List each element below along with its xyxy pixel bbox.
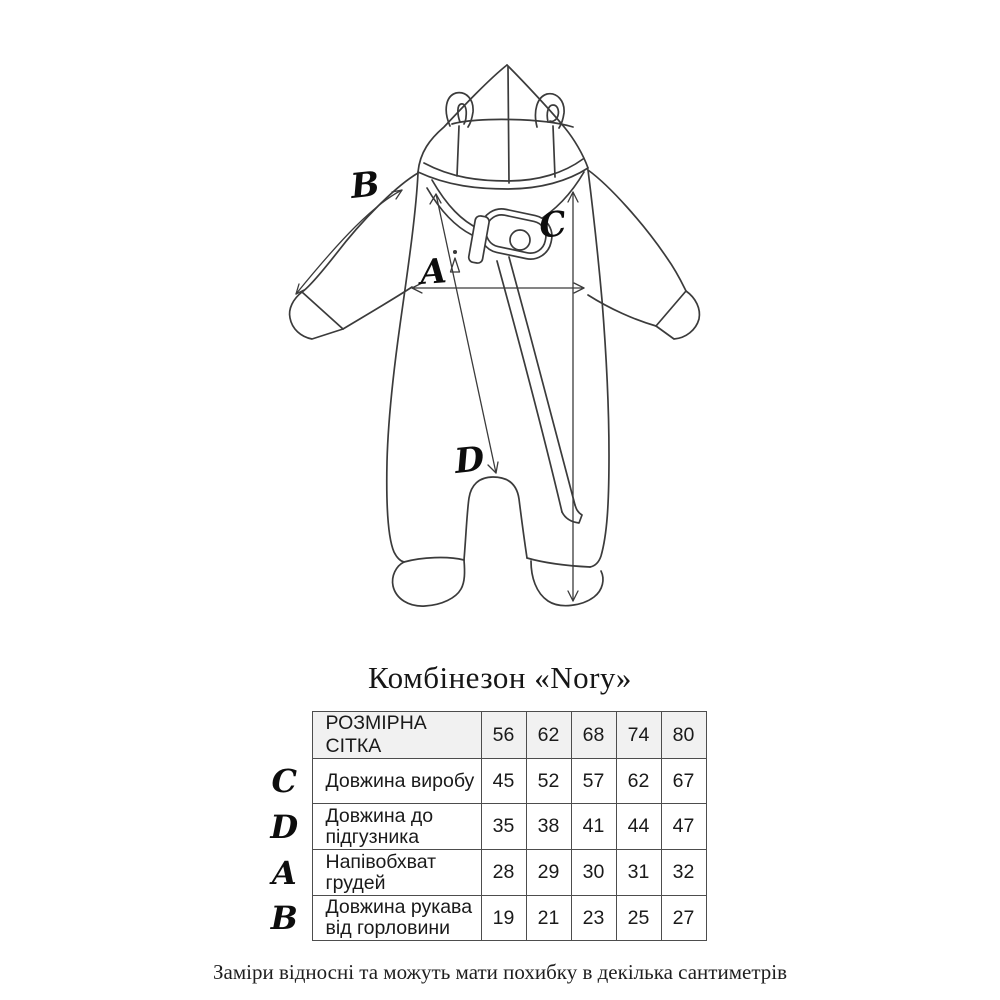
table-row-length [264, 759, 706, 804]
left-cuff [290, 292, 343, 339]
right-ankle-seam [527, 558, 590, 567]
cell-value: 35 [481, 804, 526, 850]
right-foot [531, 561, 603, 606]
row-label: Довжина виробу [312, 759, 481, 804]
hood-seam-under-left-ear [457, 126, 459, 176]
cell-value: 30 [571, 850, 616, 896]
right-sleeve-inner [588, 295, 656, 326]
left-wrist-seam [302, 292, 343, 329]
cell-value: 25 [616, 896, 661, 941]
row-letter-a: A [271, 853, 297, 892]
torso-right-edge [588, 170, 609, 567]
cell-value: 62 [616, 759, 661, 804]
hood-seam-under-right-ear [553, 126, 555, 177]
cell-value: 23 [571, 896, 616, 941]
measure-a-dot [454, 251, 457, 254]
row-label: Напівобхват грудей [312, 850, 481, 896]
romper-outline-drawing [290, 65, 700, 606]
table-row-half-chest [264, 850, 706, 896]
cell-value: 57 [571, 759, 616, 804]
size-col-68: 68 [571, 712, 616, 759]
left-ankle-seam [404, 558, 464, 562]
left-foot [393, 560, 465, 606]
cell-value: 47 [661, 804, 706, 850]
cell-value: 67 [661, 759, 706, 804]
cell-value: 31 [616, 850, 661, 896]
letter-cell-empty [264, 712, 312, 759]
cell-value: 38 [526, 804, 571, 850]
cell-value: 28 [481, 850, 526, 896]
size-col-80: 80 [661, 712, 706, 759]
measure-b-curve [296, 190, 402, 294]
zipper-left-line [497, 261, 562, 512]
placket-strip [468, 215, 490, 264]
right-sleeve-outer [588, 170, 686, 291]
measure-label-a: A [418, 251, 448, 293]
table-row-sleeve-length [264, 896, 706, 941]
size-col-62: 62 [526, 712, 571, 759]
neckline-left-inner [427, 188, 472, 235]
measure-d-arrow-bottom [488, 462, 498, 473]
cell-value: 41 [571, 804, 616, 850]
row-letter-d: D [270, 807, 299, 846]
measure-label-d: D [452, 439, 487, 482]
torso-left-edge [387, 173, 418, 562]
row-letter-c: C [271, 762, 297, 800]
cell-value: 32 [661, 850, 706, 896]
row-letter-b: B [270, 899, 298, 937]
size-table [264, 711, 707, 941]
measure-label-b: B [348, 164, 382, 207]
size-col-74: 74 [616, 712, 661, 759]
hood-center-seam [508, 67, 509, 183]
cell-value: 27 [661, 896, 706, 941]
hood-rim-inner [424, 159, 583, 181]
zipper-right-line [509, 257, 575, 505]
tolerance-note: Заміри відносні та можуть мати похибку в декілька сантиметрів [212, 960, 788, 984]
cell-value: 44 [616, 804, 661, 850]
cell-value: 45 [481, 759, 526, 804]
crotch-and-inner-legs [464, 477, 527, 560]
measure-label-c: C [536, 203, 570, 247]
cell-value: 29 [526, 850, 571, 896]
page-title: Комбінезон «Nory» [368, 660, 632, 695]
size-table-header-row [264, 712, 706, 759]
table-row-length-to-diaper [264, 804, 706, 850]
cell-value: 21 [526, 896, 571, 941]
right-wrist-seam [656, 291, 686, 326]
row-label: Довжина рукава від горловини [312, 896, 481, 941]
cell-value: 19 [481, 896, 526, 941]
size-grid-header: РОЗМІРНА СІТКА [312, 712, 481, 759]
zipper-bottom-tip [562, 505, 582, 523]
size-col-56: 56 [481, 712, 526, 759]
hood-left-edge [418, 65, 507, 172]
row-label: Довжина до підгузника [312, 804, 481, 850]
size-table-wrap [264, 711, 707, 941]
cell-value: 52 [526, 759, 571, 804]
right-cuff [656, 291, 699, 339]
